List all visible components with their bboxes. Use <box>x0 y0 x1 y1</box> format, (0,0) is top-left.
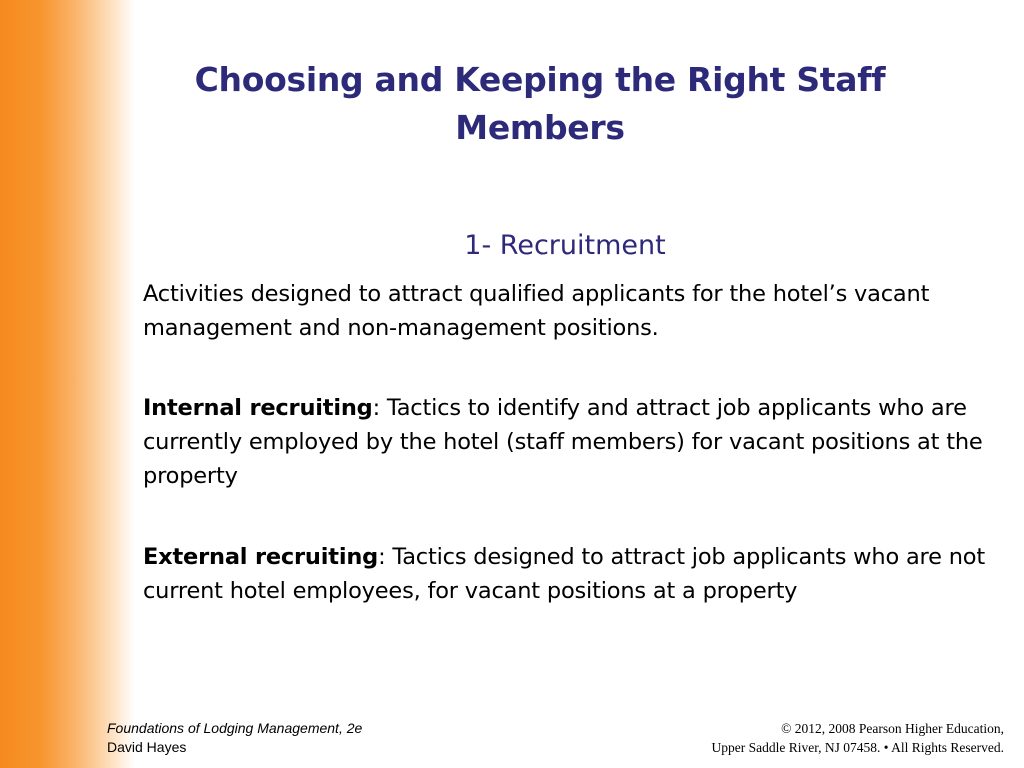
footer-copyright-line1: © 2012, 2008 Pearson Higher Education, <box>781 721 1004 736</box>
external-recruiting-definition: : Tactics designed to attract job applicants who are not current hotel employees, for vacant positions at a property <box>143 544 985 604</box>
orange-side-band <box>0 0 135 768</box>
external-recruiting-term: External recruiting <box>143 544 379 570</box>
internal-recruiting-definition: : Tactics to identify and attract job applicants who are currently employed by the hotel (staff members) for vacant positions at the property <box>143 395 983 489</box>
footer-copyright <box>711 719 1004 757</box>
slide-title: Choosing and Keeping the Right Staff Members <box>194 60 886 147</box>
footer-author: David Hayes <box>107 739 187 755</box>
footer-copyright-line2: Upper Saddle River, NJ 07458. • All Rights Reserved. <box>711 740 1004 755</box>
internal-recruiting-term: Internal recruiting <box>143 395 373 421</box>
external-recruiting-paragraph <box>143 540 993 608</box>
footer-book-info <box>107 719 362 757</box>
footer-book-title: Foundations of Lodging Management, 2e <box>107 720 363 736</box>
recruitment-definition: Activities designed to attract qualified applicants for the hotel’s vacant management and non-management positions. <box>143 281 930 341</box>
internal-recruiting-paragraph <box>143 391 993 493</box>
section-subtitle: 1- Recruitment <box>464 230 666 261</box>
